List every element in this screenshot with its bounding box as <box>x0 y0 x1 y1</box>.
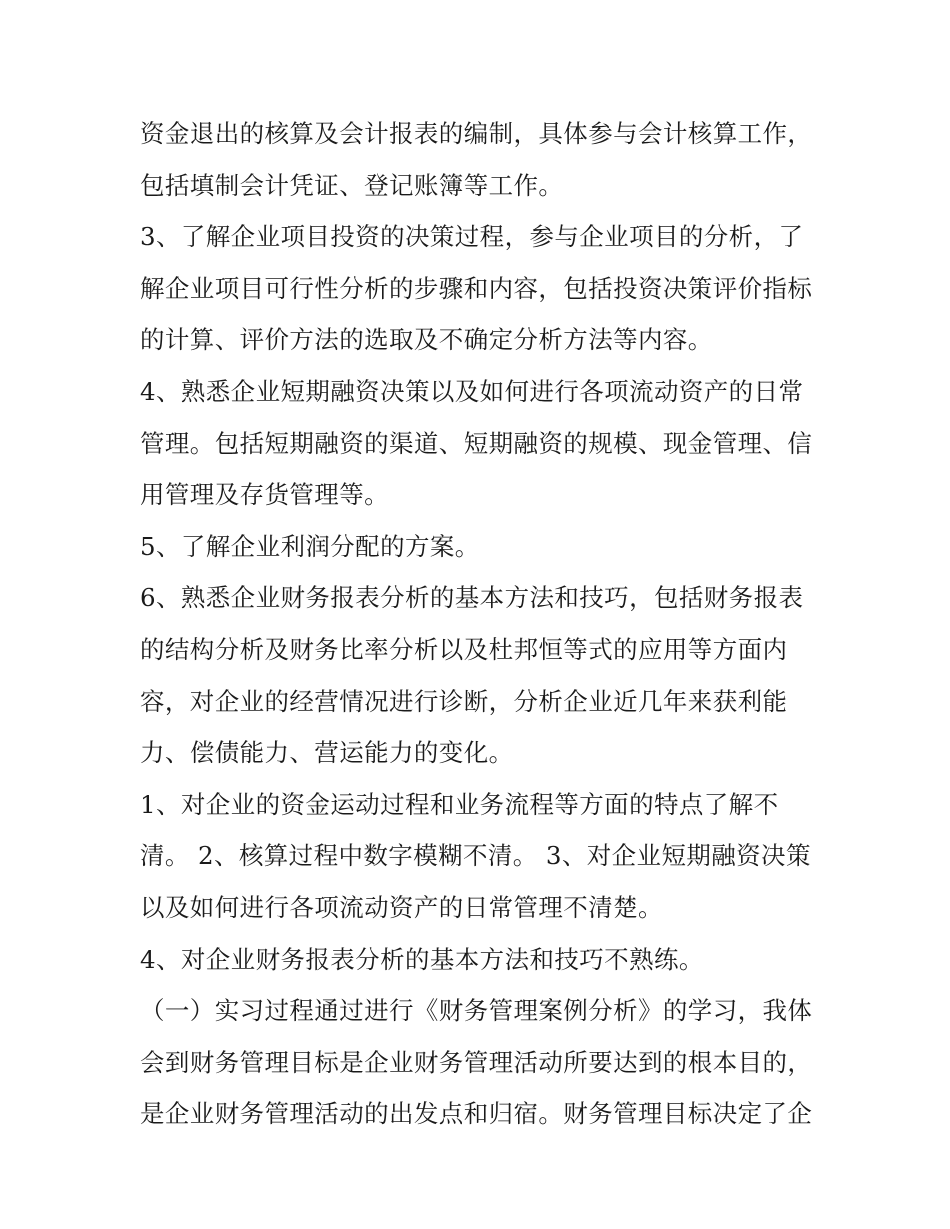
text-line: 资金退出的核算及会计报表的编制，具体参与会计核算工作， <box>140 119 813 148</box>
text-line: 以及如何进行各项流动资产的日常管理不清楚。 <box>140 892 663 922</box>
text-line: 6、熟悉企业财务报表分析的基本方法和技巧，包括财务报表 <box>140 583 804 613</box>
text-line: 4、对企业财务报表分析的基本方法和技巧不熟练。 <box>140 944 704 974</box>
text-line: 4、熟悉企业短期融资决策以及如何进行各项流动资产的日常 <box>140 376 804 406</box>
text-line: 1、对企业的资金运动过程和业务流程等方面的特点了解不 <box>140 789 779 819</box>
text-line: 的计算、评价方法的选取及不确定分析方法等内容。 <box>140 325 713 355</box>
text-line: 清。 2、核算过程中数字模糊不清。 3、对企业短期融资决策 <box>140 841 811 871</box>
text-line: 解企业项目可行性分析的步骤和内容，包括投资决策评价指标 <box>140 273 813 303</box>
text-line: 是企业财务管理活动的出发点和归宿。财务管理目标决定了企 <box>140 1099 813 1129</box>
text-line: 的结构分析及财务比率分析以及杜邦恒等式的应用等方面内 <box>140 634 788 664</box>
document-body <box>140 108 830 1140</box>
text-line: 容，对企业的经营情况进行诊断，分析企业近几年来获利能 <box>140 686 788 716</box>
text-line: （一）实习过程通过进行《财务管理案例分析》的学习，我体 <box>140 996 813 1026</box>
text-line: 5、了解企业利润分配的方案。 <box>140 531 480 561</box>
text-line: 力、偿债能力、营运能力的变化。 <box>140 738 514 768</box>
text-line: 包括填制会计凭证、登记账簿等工作。 <box>140 170 564 200</box>
text-line: 会到财务管理目标是企业财务管理活动所要达到的根本目的， <box>140 1047 813 1077</box>
text-line: 用管理及存货管理等。 <box>140 480 389 510</box>
text-line: 3、了解企业项目投资的决策过程，参与企业项目的分析，了 <box>140 222 804 252</box>
text-line: 管理。包括短期融资的渠道、短期融资的规模、现金管理、信 <box>140 428 813 458</box>
